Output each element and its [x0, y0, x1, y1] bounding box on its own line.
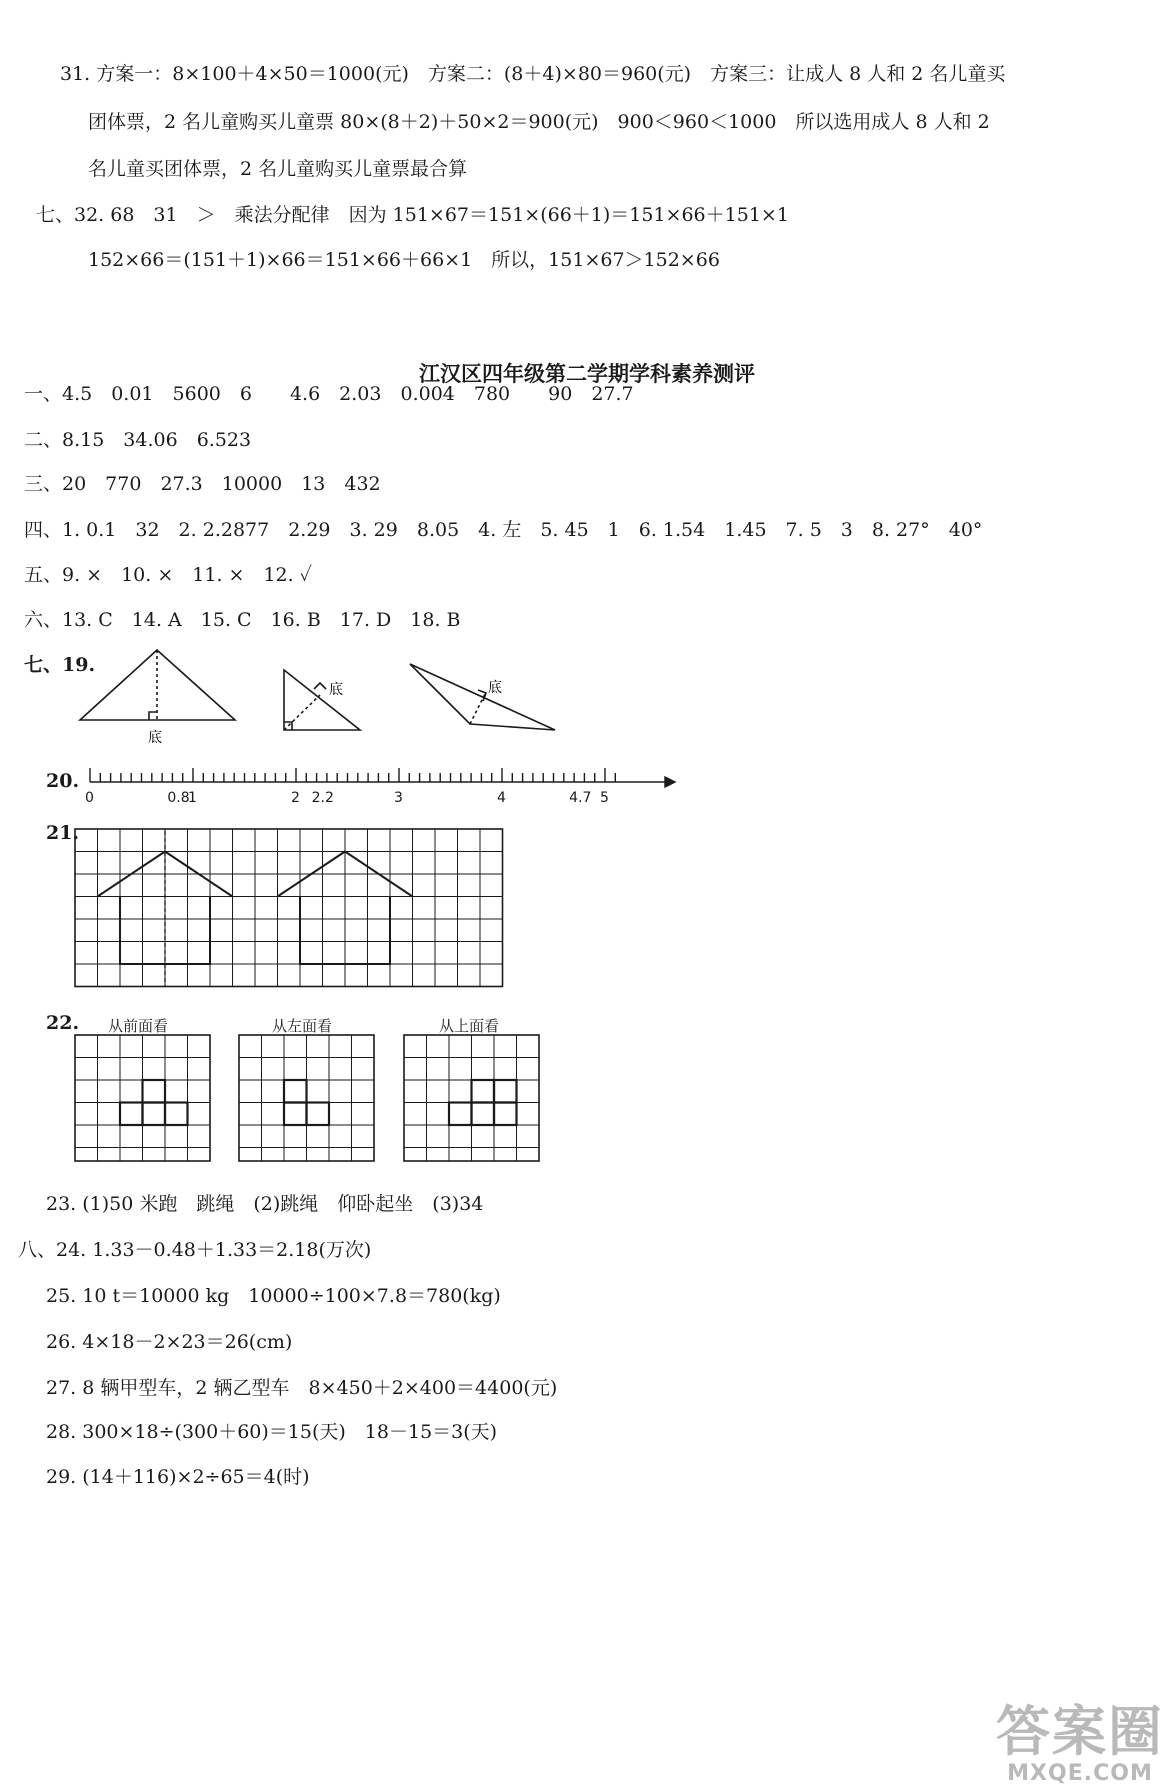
triangle-3-base-label: 底	[488, 680, 502, 696]
view-square	[449, 1103, 472, 1126]
view-square	[307, 1103, 330, 1126]
number-line-label: 3	[394, 790, 403, 806]
q23-answer: 23. (1)50 米跑 跳绳 (2)跳绳 仰卧起坐 (3)34	[46, 1193, 484, 1215]
view-left-title: 从左面看	[272, 1017, 333, 1035]
view-square	[284, 1080, 307, 1103]
q24-answer: 八、24. 1.33－0.48＋1.33＝2.18(万次)	[18, 1239, 372, 1261]
number-line-label: 1	[188, 790, 197, 806]
q19-label: 七、19.	[24, 654, 96, 676]
q32-line-1: 七、32. 68 31 ＞ 乘法分配律 因为 151×67＝151×(66＋1)＝151×66＋151×1	[36, 204, 789, 226]
answers-s1: 一、4.5 0.01 5600 6 4.6 2.03 0.004 780 90 27.7	[24, 383, 634, 405]
answers-s4: 四、1. 0.1 32 2. 2.2877 2.29 3. 29 8.05 4. 左 5. 45 1 6. 1.54 1.45 7. 5 3 8. 27° 40°	[24, 519, 983, 541]
view-square	[143, 1080, 166, 1103]
triangle-2-height-foot	[314, 683, 326, 689]
q20-number-line	[70, 760, 700, 820]
triangle-1-base-label: 底	[148, 730, 162, 746]
q31-line-3: 名儿童买团体票，2 名儿童购买儿童票最合算	[88, 158, 468, 180]
view-square	[472, 1080, 495, 1103]
answers-s6: 六、13. C 14. A 15. C 16. B 17. D 18. B	[24, 609, 461, 631]
q31-line-2: 团体票，2 名儿童购买儿童票 80×(8＋2)＋50×2＝900(元) 900＜960＜1000 所以选用成人 8 人和 2	[88, 111, 990, 133]
q32-line-2: 152×66＝(151＋1)×66＝151×66＋66×1 所以，151×67＞152×66	[88, 249, 720, 271]
q20-label: 20.	[46, 770, 80, 792]
view-square	[143, 1103, 166, 1126]
number-line-label: 4.7	[569, 790, 592, 806]
q28-answer: 28. 300×18÷(300＋60)＝15(天) 18－15＝3(天)	[46, 1421, 498, 1443]
grid-border	[75, 829, 503, 987]
q21-grid-figure	[74, 828, 504, 988]
triangle-2	[284, 670, 360, 730]
view-square	[472, 1103, 495, 1126]
answers-s5: 五、9. × 10. × 11. × 12. ✓	[24, 564, 312, 586]
number-line-label: 4	[497, 790, 506, 806]
view-top-title: 从上面看	[439, 1017, 500, 1035]
view-square	[494, 1103, 517, 1126]
triangle-1	[80, 650, 235, 720]
triangle-3-height	[470, 692, 486, 724]
triangle-2-height	[284, 695, 320, 730]
triangle-3	[410, 664, 555, 730]
q22-label: 22.	[46, 1012, 80, 1034]
watermark-url: MXQE.COM	[1007, 1761, 1153, 1786]
number-line-label: 5	[600, 790, 609, 806]
number-line-arrow	[665, 777, 675, 787]
number-line-label: 0.8	[167, 790, 190, 806]
triangle-2-base-label: 底	[329, 682, 343, 698]
q31-line-1: 31. 方案一：8×100＋4×50＝1000(元) 方案二：(8＋4)×80＝960(元) 方案三：让成人 8 人和 2 名儿童买	[60, 63, 1006, 85]
q21-label: 21.	[46, 822, 80, 844]
view-square	[120, 1103, 143, 1126]
answers-s3: 三、20 770 27.3 10000 13 432	[24, 473, 381, 495]
number-line-label: 2.2	[311, 790, 334, 806]
q27-answer: 27. 8 辆甲型车，2 辆乙型车 8×450＋2×400＝4400(元)	[46, 1377, 558, 1399]
view-square	[284, 1103, 307, 1126]
view-square	[165, 1103, 188, 1126]
watermark	[996, 1700, 1164, 1786]
section-title: 江汉区四年级第二学期学科素养测评	[419, 361, 755, 386]
answers-s2: 二、8.15 34.06 6.523	[24, 429, 252, 451]
watermark-logo-text: 答案圈	[996, 1700, 1164, 1763]
q29-answer: 29. (14＋116)×2÷65＝4(时)	[46, 1466, 310, 1488]
number-line-label: 2	[291, 790, 300, 806]
q26-answer: 26. 4×18－2×23＝26(cm)	[46, 1331, 293, 1353]
q19-triangles-figure	[70, 640, 630, 760]
view-front-title: 从前面看	[108, 1017, 169, 1035]
view-square	[494, 1080, 517, 1103]
view-top-grid	[403, 1034, 543, 1164]
triangle-1-right-angle	[149, 712, 157, 720]
view-front-grid	[74, 1034, 214, 1164]
view-left-grid	[238, 1034, 378, 1164]
q25-answer: 25. 10 t＝10000 kg 10000÷100×7.8＝780(kg)	[46, 1285, 501, 1307]
number-line-label: 0	[85, 790, 94, 806]
